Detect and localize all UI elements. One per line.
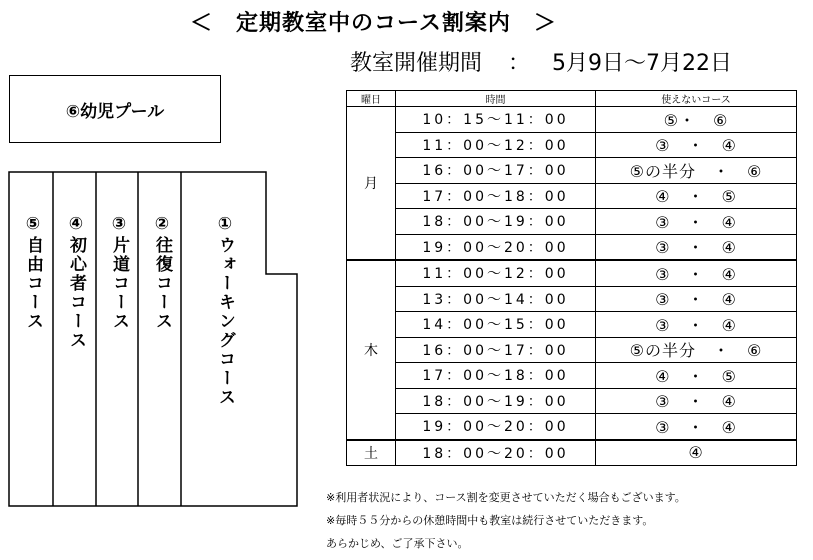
courses-cell: ⑤・ ⑥ — [596, 107, 797, 133]
time-cell: 14：00～15：00 — [396, 312, 596, 338]
table-row — [347, 209, 797, 235]
table-header-row — [347, 91, 797, 107]
courses-cell: ③ ・ ④ — [596, 132, 797, 158]
time-cell: 17：00～18：00 — [396, 363, 596, 389]
schedule-table — [346, 90, 797, 466]
courses-cell: ④ ・ ⑤ — [596, 363, 797, 389]
notes — [326, 486, 686, 555]
time-cell: 16：00～17：00 — [396, 158, 596, 184]
time-cell: 16：00～17：00 — [396, 337, 596, 363]
table-row — [347, 107, 797, 133]
header-day: 曜日 — [347, 91, 396, 107]
table-row — [347, 363, 797, 389]
time-cell: 18：00～20：00 — [396, 440, 596, 466]
period-separator: ： — [508, 51, 531, 76]
table-row — [347, 440, 797, 466]
day-cell-thursday: 木 — [347, 260, 396, 440]
courses-cell: ④ ・ ⑤ — [596, 183, 797, 209]
table-row — [347, 260, 797, 286]
time-cell: 11：00～12：00 — [396, 260, 596, 286]
note-line: ※毎時５５分からの休憩時間中も教室は続行させていただきます。 — [326, 514, 654, 527]
kids-pool-label: ⑥幼児プール — [65, 101, 165, 122]
courses-cell: ④ — [596, 440, 797, 466]
period-label: 教室開催期間 — [350, 51, 483, 76]
lane-2-label: ②往復コース — [152, 214, 172, 331]
courses-cell: ③ ・ ④ — [596, 209, 797, 235]
courses-cell: ⑤の半分 ・ ⑥ — [596, 158, 797, 184]
day-cell-saturday: 土 — [347, 440, 396, 466]
table-row — [347, 132, 797, 158]
note-line: あらかじめ、ご了承下さい。 — [326, 537, 469, 550]
lane-3-label: ③片道コース — [109, 214, 129, 331]
table-row — [347, 312, 797, 338]
courses-cell: ③ ・ ④ — [596, 312, 797, 338]
lane-5-label: ⑤自由コース — [23, 214, 43, 331]
table-row — [347, 388, 797, 414]
lane-1-label: ①ウォーキングコース — [215, 214, 235, 407]
table-row — [347, 414, 797, 440]
time-cell: 10：15～11：00 — [396, 107, 596, 133]
lane-4-label: ④初心者コース — [66, 214, 86, 350]
note-line: ※利用者状況により、コース割を変更させていただく場合もございます。 — [326, 491, 686, 504]
time-cell: 18：00～19：00 — [396, 388, 596, 414]
courses-cell: ③ ・ ④ — [596, 234, 797, 260]
time-cell: 19：00～20：00 — [396, 234, 596, 260]
time-cell: 19：00～20：00 — [396, 414, 596, 440]
table-row — [347, 337, 797, 363]
time-cell: 18：00～19：00 — [396, 209, 596, 235]
day-cell-monday: 月 — [347, 107, 396, 261]
page-title: ＜ 定期教室中のコース割案内 ＞ — [190, 11, 557, 36]
time-cell: 13：00～14：00 — [396, 286, 596, 312]
courses-cell: ⑤の半分 ・ ⑥ — [596, 337, 797, 363]
header-courses: 使えないコース — [596, 91, 797, 107]
time-cell: 11：00～12：00 — [396, 132, 596, 158]
courses-cell: ③ ・ ④ — [596, 388, 797, 414]
courses-cell: ③ ・ ④ — [596, 286, 797, 312]
table-row — [347, 158, 797, 184]
time-cell: 17：00～18：00 — [396, 183, 596, 209]
header-time: 時間 — [396, 91, 596, 107]
table-row — [347, 183, 797, 209]
table-row — [347, 234, 797, 260]
courses-cell: ③ ・ ④ — [596, 414, 797, 440]
table-row — [347, 286, 797, 312]
courses-cell: ③ ・ ④ — [596, 260, 797, 286]
period-value: 5月9日～7月22日 — [552, 51, 733, 76]
